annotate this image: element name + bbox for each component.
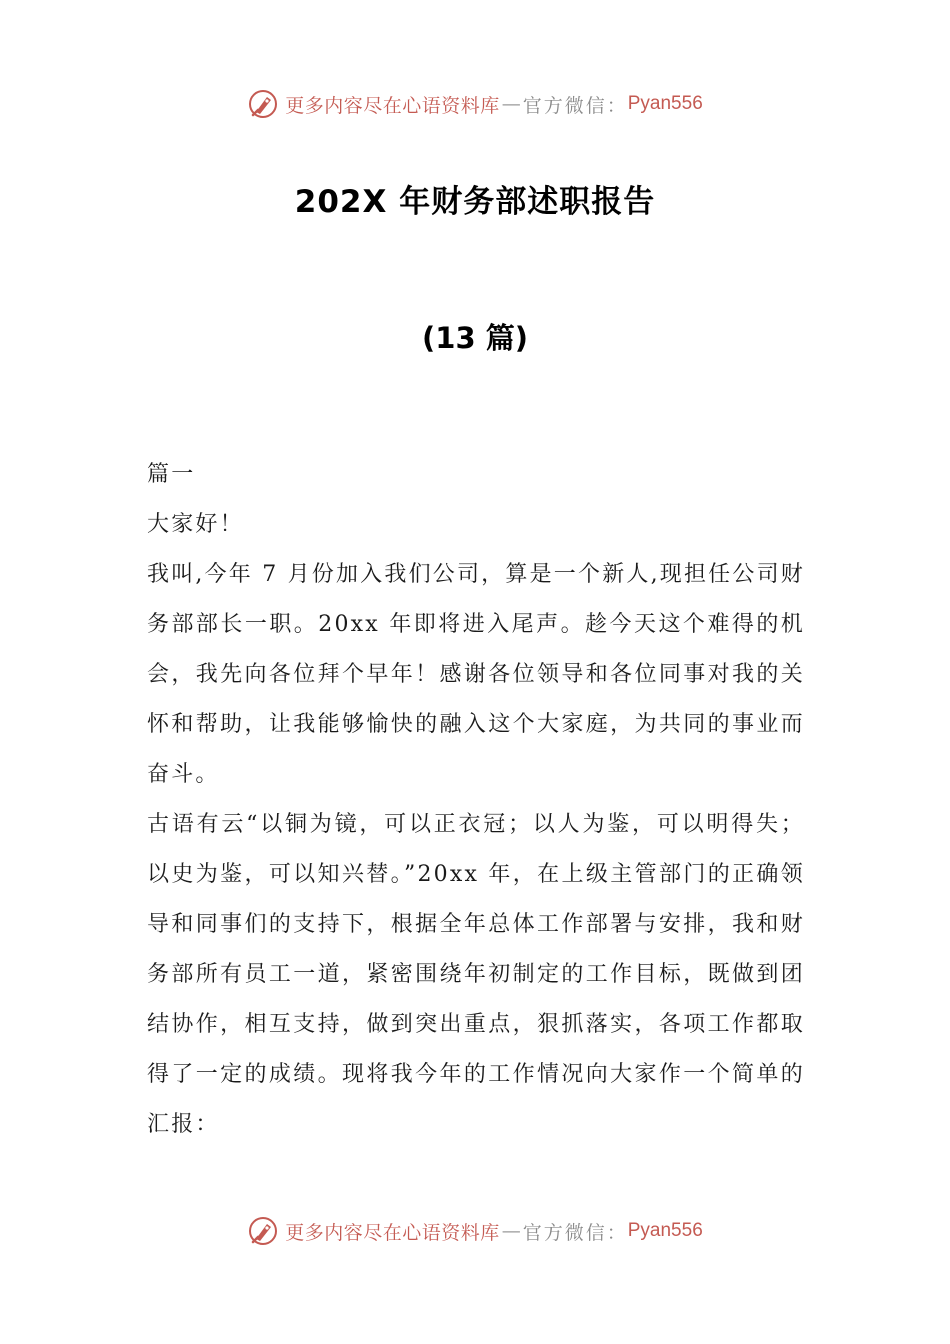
- header-watermark: [0, 84, 950, 124]
- watermark-wechat-id: Pyan556: [627, 1220, 703, 1241]
- document-body: [147, 450, 805, 1150]
- watermark-brand-text: 更多内容尽在心语资料库: [285, 94, 500, 117]
- pen-nib-logo-icon: [247, 88, 279, 120]
- greeting: 大家好！: [147, 512, 244, 537]
- watermark-official-label: 官方微信：: [522, 1221, 628, 1244]
- body-paragraph: 古语有云“以铜为镜，可以正衣冠；以人为鉴，可以明得失；以史为鉴，可以知兴替。”20xx 年，在上级主管部门的正确领导和同事们的支持下，根据全年总体工作部署与安排，我和财务部所有员工一道，紧密围绕年初制定的工作目标，既做到团结协作，相互支持，做到突出重点，狠抓落实，各项工作都取得了一定的成绩。现将我今年的工作情况向大家作一个简单的汇报：: [147, 812, 805, 1137]
- body-paragraph: 我叫,今年 7 月份加入我们公司，算是一个新人,现担任公司财务部部长一职。20xx 年即将进入尾声。趁今天这个难得的机会，我先向各位拜个早年！感谢各位领导和各位同事对我的关怀和帮助，让我能够愉快的融入这个大家庭，为共同的事业而奋斗。: [147, 562, 805, 787]
- document-title: 202X 年财务部述职报告: [294, 184, 656, 220]
- watermark-wechat-id: Pyan556: [627, 93, 703, 114]
- section-heading: 篇一: [147, 462, 196, 487]
- document-subtitle: (13 篇): [422, 321, 528, 355]
- watermark-separator: —: [501, 93, 521, 115]
- watermark-separator: —: [501, 1220, 521, 1242]
- watermark-brand-text: 更多内容尽在心语资料库: [285, 1221, 500, 1244]
- pen-nib-logo-icon: [247, 1215, 279, 1247]
- footer-watermark: [0, 1211, 950, 1251]
- watermark-official-label: 官方微信：: [522, 94, 628, 117]
